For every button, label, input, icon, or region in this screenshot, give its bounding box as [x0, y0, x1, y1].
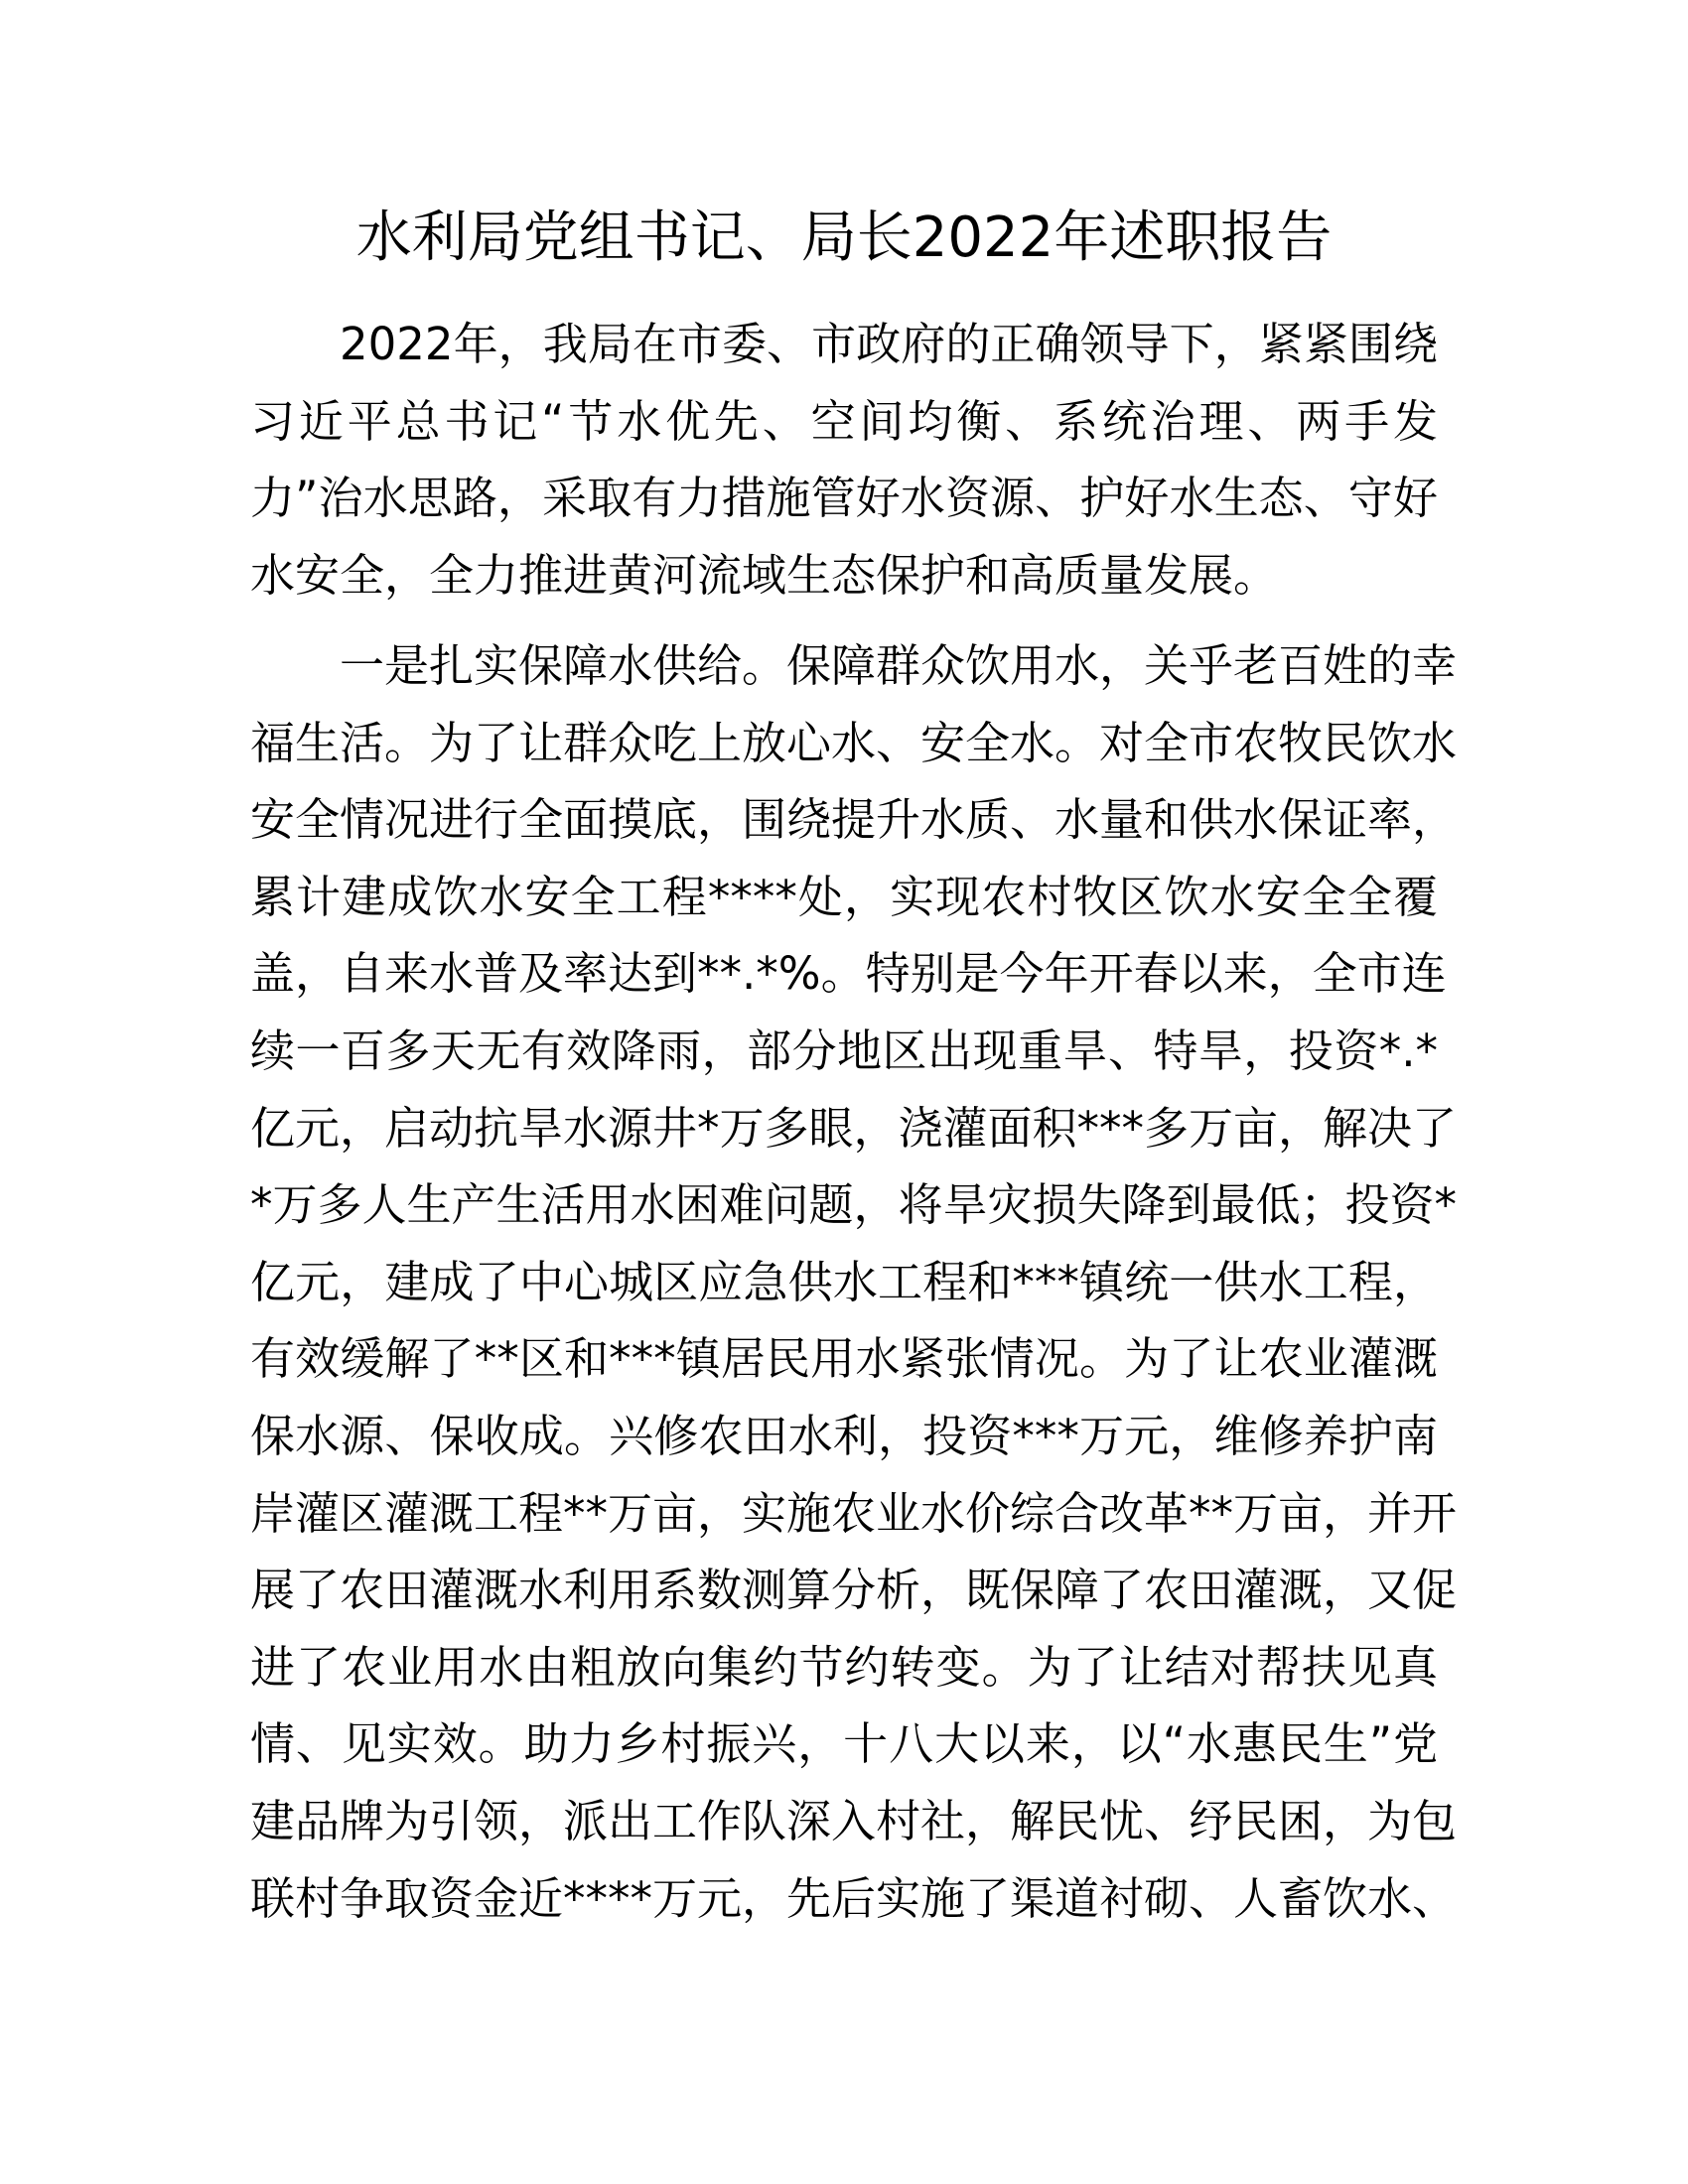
- paragraph-line: 情、见实效。助力乡村振兴，十八大以来，以“水惠民生”党: [250, 1717, 1438, 1771]
- paragraph-line: 联村争取资金近****万元，先后实施了渠道衬砌、人畜饮水、: [250, 1871, 1458, 1925]
- paragraph-line: *万多人生产生活用水困难问题，将旱灾损失降到最低；投资*: [250, 1178, 1458, 1232]
- paragraph-line: 续一百多天无有效降雨，部分地区出现重旱、特旱，投资*.*: [250, 1024, 1438, 1077]
- paragraph-line: 福生活。为了让群众吃上放心水、安全水。对全市农牧民饮水: [250, 716, 1458, 769]
- paragraph-intro: [250, 306, 1438, 614]
- paragraph-line: 安全情况进行全面摸底，围绕提升水质、水量和供水保证率，: [250, 793, 1458, 847]
- paragraph-line: 亿元，启动抗旱水源井*万多眼，浇灌面积***多万亩，解决了: [250, 1101, 1458, 1155]
- paragraph-line: 保水源、保收成。兴修农田水利，投资***万元，维修养护南: [250, 1409, 1438, 1462]
- paragraph-line: 展了农田灌溉水利用系数测算分析，既保障了农田灌溉，又促: [250, 1564, 1458, 1617]
- paragraph-water-supply: [250, 627, 1458, 1937]
- paragraph-line: 水安全，全力推进黄河流域生态保护和高质量发展。: [250, 548, 1279, 602]
- paragraph-line: 一是扎实保障水供给。保障群众饮用水，关乎老百姓的幸: [340, 639, 1458, 692]
- paragraph-line: 进了农业用水由粗放向集约节约转变。为了让结对帮扶见真: [250, 1640, 1438, 1694]
- paragraph-line: 盖，自来水普及率达到**.*%。特别是今年开春以来，全市连: [250, 947, 1447, 1001]
- paragraph-line: 力”治水思路，采取有力措施管好水资源、护好水生态、守好: [250, 472, 1438, 525]
- paragraph-line: 累计建成饮水安全工程****处，实现农村牧区饮水安全全覆: [250, 870, 1438, 923]
- paragraph-line: 亿元，建成了中心城区应急供水工程和***镇统一供水工程，: [250, 1255, 1438, 1308]
- paragraph-line: 岸灌区灌溉工程**万亩，实施农业水价综合改革**万亩，并开: [250, 1486, 1458, 1540]
- paragraph-line: 建品牌为引领，派出工作队深入村社，解民忧、纾民困，为包: [250, 1794, 1458, 1847]
- paragraph-line: 习近平总书记“节水优先、空间均衡、系统治理、两手发: [250, 394, 1438, 448]
- paragraph-line: 有效缓解了**区和***镇居民用水紧张情况。为了让农业灌溉: [250, 1332, 1438, 1386]
- paragraph-line: 2022年，我局在市委、市政府的正确领导下，紧紧围绕: [340, 318, 1438, 370]
- document-title: 水利局党组书记、局长2022年述职报告: [355, 205, 1333, 270]
